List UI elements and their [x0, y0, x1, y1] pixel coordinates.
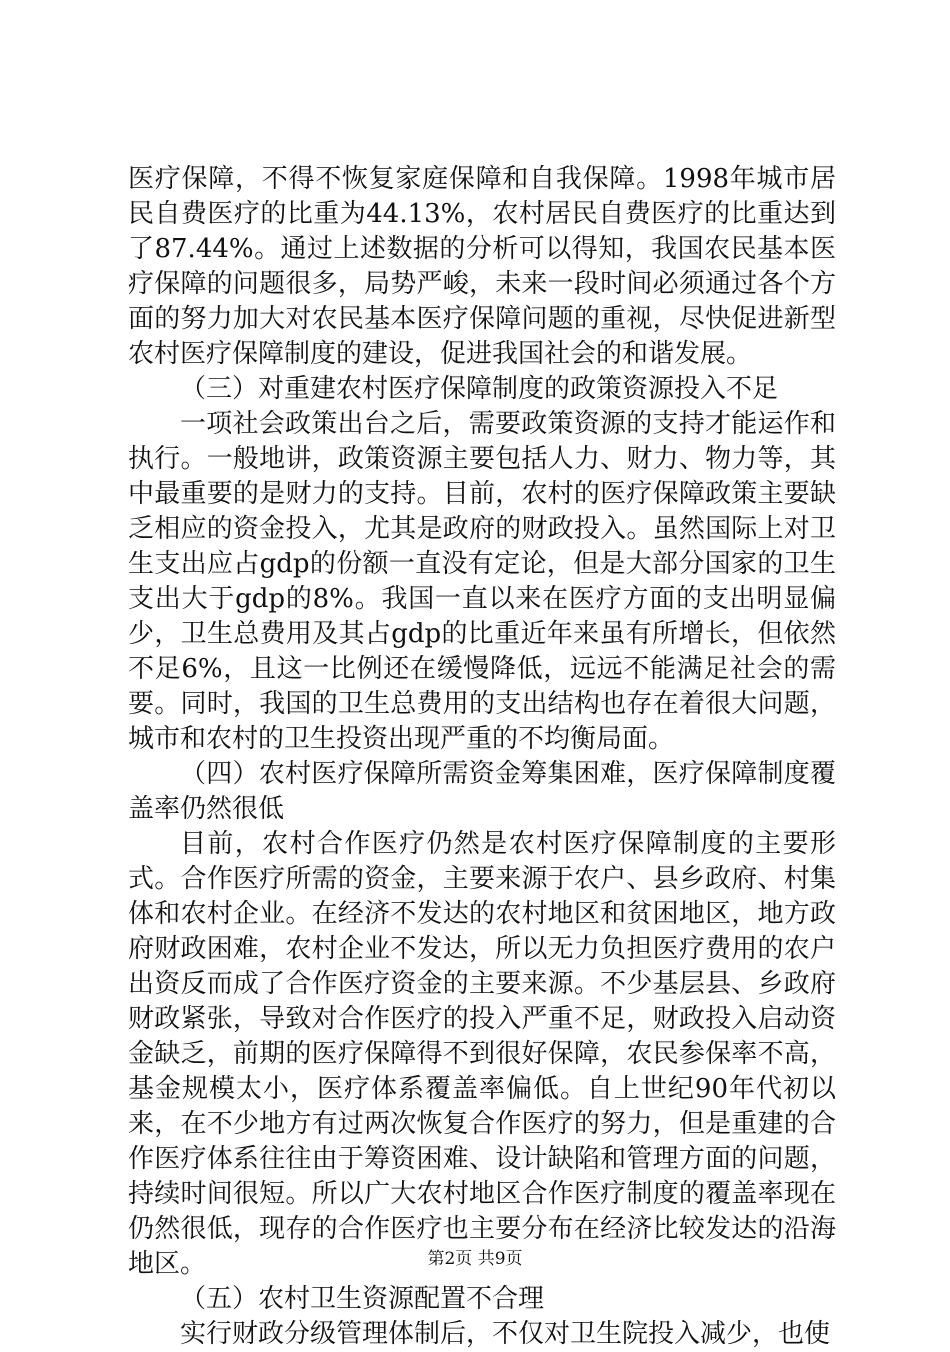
- section-heading-four: （四）农村医疗保障所需资金筹集困难，医疗保障制度覆盖率仍然很低: [128, 759, 836, 824]
- document-body: [128, 162, 836, 1352]
- section-heading-five: （五）农村卫生资源配置不合理: [180, 1284, 545, 1314]
- paragraph-continued-text: 医疗保障，不得不恢复家庭保障和自我保障。1998年城市居民自费医疗的比重为44.13%，农村居民自费医疗的比重达到了87.44%。通过上述数据的分析可以得知，我国农民基本医疗保障的问题很多，局势严峻，未来一段时间必须通过各个方面的努力加大对农民基本医疗保障问题的重视，尽快促进新型农村医疗保障制度的建设，促进我国社会的和谐发展。: [128, 164, 836, 369]
- paragraph-policy-resources: 一项社会政策出台之后，需要政策资源的支持才能运作和执行。一般地讲，政策资源主要包括人力、财力、物力等，其中最重要的是财力的支持。目前，农村的医疗保障政策主要缺乏相应的资金投入，尤其是政府的财政投入。虽然国际上对卫生支出应占gdp的份额一直没有定论，但是大部分国家的卫生支出大于gdp的8%。我国一直以来在医疗方面的支出明显偏少，卫生总费用及其占gdp的比重近年来虽有所增长，但依然不足6%，且这一比例还在缓慢降低，远远不能满足社会的需要。同时，我国的卫生总费用的支出结构也存在着很大问题，城市和农村的卫生投资出现严重的不均衡局面。: [128, 409, 836, 754]
- section-heading-three: （三）对重建农村医疗保障制度的政策资源投入不足: [180, 374, 779, 404]
- paragraph-resource-allocation: 实行财政分级管理体制后，不仅对卫生院投入减少，也使: [180, 1319, 831, 1349]
- page-number-footer: 第2页 共9页: [427, 1249, 523, 1269]
- paragraph-funding-difficulty: 目前，农村合作医疗仍然是农村医疗保障制度的主要形式。合作医疗所需的资金，主要来源于农户、县乡政府、村集体和农村企业。在经济不发达的农村地区和贫困地区，地方政府财政困难，农村企业不发达，所以无力负担医疗费用的农户出资反而成了合作医疗资金的主要来源。不少基层县、乡政府财政紧张，导致对合作医疗的投入严重不足，财政投入启动资金缺乏，前期的医疗保障得不到很好保障，农民参保率不高，基金规模太小，医疗体系覆盖率偏低。自上世纪90年代初以来，在不少地方有过两次恢复合作医疗的努力，但是重建的合作医疗体系往往由于筹资困难、设计缺陷和管理方面的问题，持续时间很短。所以广大农村地区合作医疗制度的覆盖率现在仍然很低，现存的合作医疗也主要分布在经济比较发达的沿海地区。: [128, 829, 836, 1279]
